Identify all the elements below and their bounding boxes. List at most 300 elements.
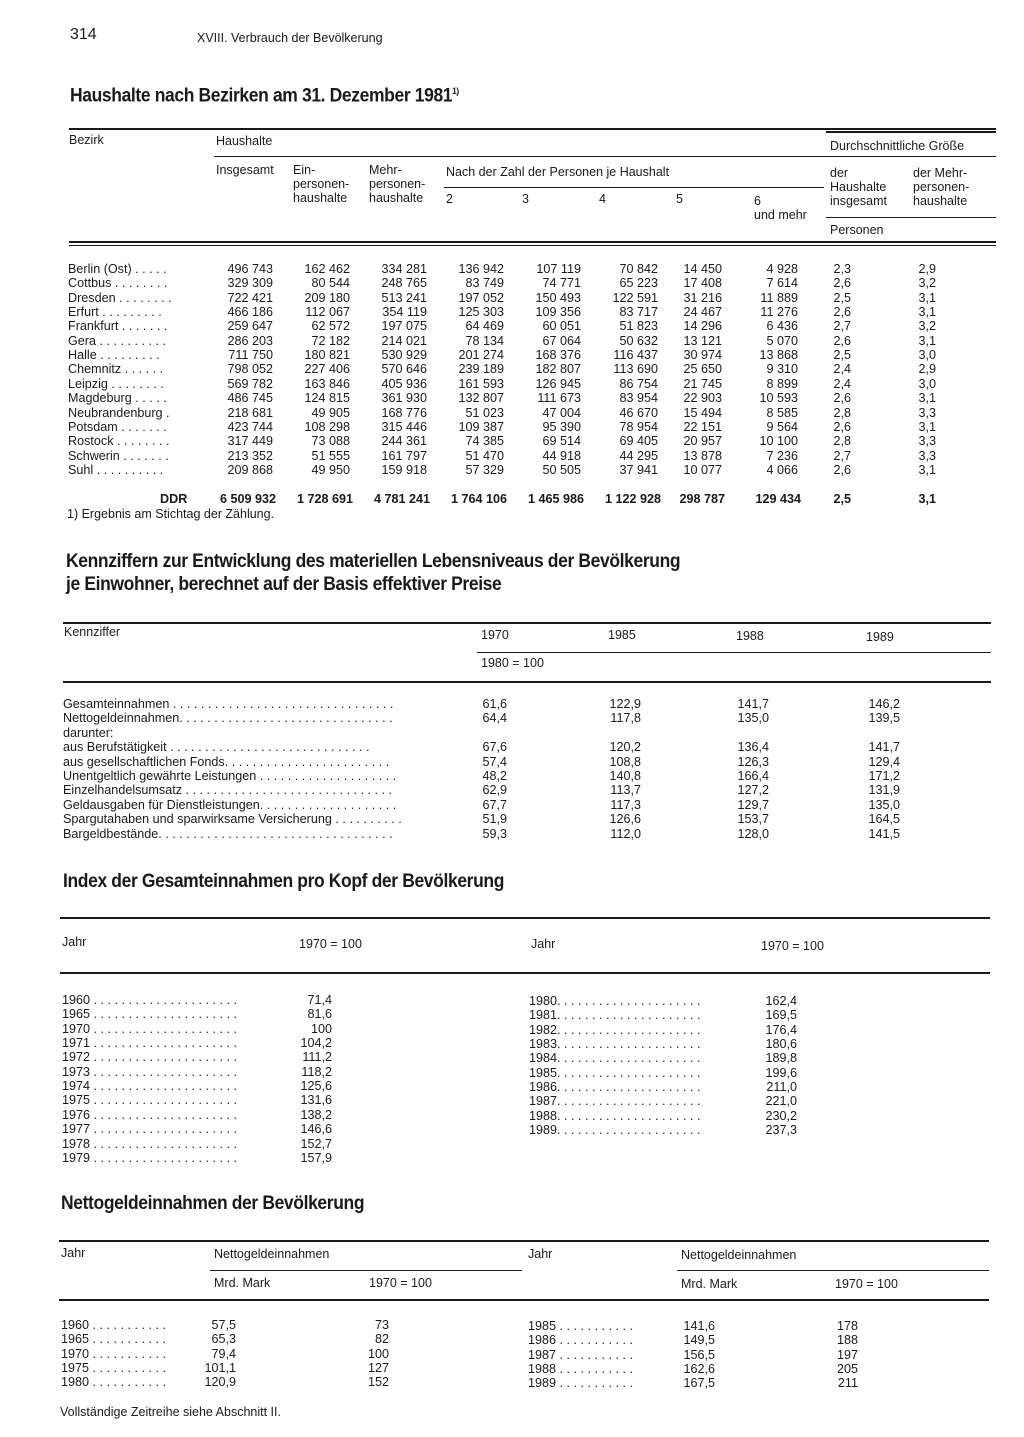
total-einpersonen: 1 728 691 bbox=[296, 492, 353, 506]
cell-mehrpersonen: 405 936 bbox=[381, 376, 427, 391]
cell-insgesamt: 218 681 bbox=[227, 405, 273, 420]
cell-p4: 116 437 bbox=[613, 348, 658, 363]
kennziffer-label: Spargutahaben und sparwirksame Versicherung . . . . . . . . . . bbox=[63, 812, 402, 827]
mrd-value: 167,5 bbox=[683, 1376, 715, 1391]
cell-p3: 95 390 bbox=[542, 419, 581, 434]
mrd-value: 101,1 bbox=[204, 1361, 236, 1376]
table-row bbox=[0, 391, 1024, 405]
total-avg-mehr: 3,1 bbox=[918, 492, 936, 506]
table-row bbox=[0, 812, 1024, 826]
year-label: 1986. . . . . . . . . . . . . . . . . . . . . bbox=[529, 1080, 701, 1095]
year-label: 1984. . . . . . . . . . . . . . . . . . . . . bbox=[529, 1051, 701, 1066]
table1-header-der-mehr-1: der Mehr- bbox=[913, 166, 968, 180]
list-item bbox=[0, 994, 1024, 1008]
cell-einpersonen: 62 572 bbox=[311, 319, 350, 334]
cell-avg-mehr: 3,0 bbox=[918, 348, 936, 363]
table1-header-insgesamt: Insgesamt bbox=[216, 163, 274, 177]
cell-p3: 50 505 bbox=[542, 462, 581, 477]
cell-p2: 201 274 bbox=[458, 348, 504, 363]
kennziffer-label: Gesamteinnahmen . . . . . . . . . . . . . . . . . . . . . . . . . . . . . . . . bbox=[63, 697, 394, 711]
cell-p4: 78 954 bbox=[619, 419, 658, 434]
cell-mehrpersonen: 161 797 bbox=[381, 448, 427, 463]
cell-mehrpersonen: 248 765 bbox=[381, 276, 427, 291]
year-label: 1973 . . . . . . . . . . . . . . . . . . . . . bbox=[62, 1064, 237, 1079]
table1-header-bottom-rule bbox=[69, 241, 996, 243]
kennziffer-label: Geldausgaben für Dienstleistungen. . . . . . . . . . . . . . . . . . . . bbox=[63, 797, 397, 812]
cell-p6: 9 310 bbox=[766, 362, 798, 377]
cell-p5: 24 467 bbox=[683, 305, 722, 320]
cell-avg-hh: 2,6 bbox=[833, 333, 851, 348]
cell-mehrpersonen: 354 119 bbox=[382, 305, 427, 320]
table-row-total bbox=[0, 492, 1024, 506]
index-value: 152 bbox=[367, 1375, 389, 1390]
cell-einpersonen: 108 298 bbox=[304, 419, 350, 434]
cell-p4: 69 405 bbox=[619, 434, 658, 449]
cell-value: 122,9 bbox=[609, 697, 641, 711]
table-row bbox=[0, 740, 1024, 754]
index-value: 104,2 bbox=[300, 1036, 332, 1051]
list-item bbox=[0, 1376, 1024, 1390]
cell-einpersonen: 51 555 bbox=[311, 448, 350, 463]
table1-header-p4: 4 bbox=[599, 192, 606, 206]
cell-value: 140,8 bbox=[609, 769, 641, 783]
table2-header-1970: 1970 bbox=[481, 628, 509, 642]
cell-mehrpersonen: 513 241 bbox=[381, 290, 427, 305]
table1-header-mehr-3: haushalte bbox=[369, 191, 424, 205]
cell-mehrpersonen: 197 075 bbox=[381, 319, 427, 334]
cell-p5: 15 494 bbox=[683, 405, 722, 420]
total-p2: 1 764 106 bbox=[450, 492, 507, 506]
table1-header-p2: 2 bbox=[446, 192, 453, 206]
cell-p3: 60 051 bbox=[542, 319, 581, 334]
cell-avg-hh: 2,7 bbox=[833, 319, 851, 334]
table1-title bbox=[70, 80, 459, 107]
cell-p2: 57 329 bbox=[465, 462, 504, 477]
cell-value: 146,2 bbox=[868, 697, 900, 711]
cell-einpersonen: 124 815 bbox=[304, 391, 350, 406]
cell-einpersonen: 72 182 bbox=[311, 333, 350, 348]
cell-insgesamt: 259 647 bbox=[227, 319, 273, 334]
index-value: 152,7 bbox=[300, 1136, 332, 1151]
table-row bbox=[0, 334, 1024, 348]
table3-header-bottom-rule bbox=[60, 972, 990, 974]
mrd-value: 120,9 bbox=[204, 1375, 236, 1390]
cell-avg-hh: 2,6 bbox=[833, 419, 851, 434]
table1-title-footnote-mark: 1) bbox=[452, 86, 459, 96]
table4-title: Nettogeldeinnahmen der Bevölkerung bbox=[61, 1193, 365, 1214]
cell-value: 135,0 bbox=[737, 711, 769, 726]
cell-p2: 64 469 bbox=[465, 319, 504, 334]
cell-p2: 125 303 bbox=[458, 305, 504, 320]
year-label: 1965 . . . . . . . . . . . . . . . . . . . . . bbox=[62, 1007, 237, 1022]
table1-header-personen: Personen bbox=[830, 223, 884, 237]
list-item bbox=[0, 1051, 1024, 1065]
table1-footnote: 1) Ergebnis am Stichtag der Zählung. bbox=[67, 507, 275, 521]
year-label: 1985 . . . . . . . . . . . bbox=[528, 1319, 633, 1333]
page-number: 314 bbox=[70, 26, 97, 43]
cell-p2: 83 749 bbox=[465, 276, 504, 291]
year-label: 1987. . . . . . . . . . . . . . . . . . . . . bbox=[529, 1094, 701, 1109]
list-item bbox=[0, 1008, 1024, 1022]
cell-insgesamt: 317 449 bbox=[227, 434, 273, 449]
cell-insgesamt: 711 750 bbox=[228, 348, 273, 363]
index-value: 211,0 bbox=[766, 1080, 797, 1095]
table-row bbox=[0, 755, 1024, 769]
mrd-value: 156,5 bbox=[683, 1347, 715, 1362]
cell-value: 141,7 bbox=[868, 740, 900, 755]
year-label: 1986 . . . . . . . . . . . bbox=[528, 1333, 633, 1348]
index-value: 100 bbox=[367, 1346, 389, 1361]
cell-value: 51,9 bbox=[482, 812, 507, 827]
cell-p5: 30 974 bbox=[683, 348, 722, 363]
table-row bbox=[0, 291, 1024, 305]
year-label: 1978 . . . . . . . . . . . . . . . . . . . . . bbox=[62, 1136, 237, 1151]
table3-header-base-left: 1970 = 100 bbox=[299, 937, 362, 951]
table1-header-mehr-1: Mehr- bbox=[369, 163, 402, 177]
index-value: 180,6 bbox=[765, 1037, 797, 1052]
table1-title-text: Haushalte nach Bezirken am 31. Dezember 1981 bbox=[70, 85, 453, 107]
table1-header-ein-3: haushalte bbox=[293, 191, 348, 205]
cell-p2: 74 385 bbox=[465, 434, 504, 449]
cell-avg-hh: 2,6 bbox=[833, 276, 851, 291]
cell-mehrpersonen: 315 446 bbox=[381, 419, 427, 434]
cell-value: 129,4 bbox=[868, 754, 900, 769]
bezirk-name: Erfurt . . . . . . . . . bbox=[68, 305, 162, 320]
index-value: 157,9 bbox=[300, 1150, 332, 1165]
cell-p6: 4 928 bbox=[766, 262, 798, 276]
cell-value: 61,6 bbox=[482, 697, 507, 711]
cell-avg-hh: 2,4 bbox=[833, 362, 851, 377]
table2-title-line1: Kennziffern zur Entwicklung des materiellen Lebensniveaus der Bevölkerung bbox=[66, 551, 681, 572]
cell-p4: 83 954 bbox=[619, 391, 658, 406]
cell-p4: 44 295 bbox=[619, 448, 658, 463]
index-value: 127 bbox=[367, 1361, 389, 1376]
year-label: 1970 . . . . . . . . . . . bbox=[61, 1346, 166, 1361]
bezirk-name: Berlin (Ost) . . . . . bbox=[68, 262, 167, 276]
cell-value: 131,9 bbox=[868, 783, 900, 798]
cell-p6: 7 614 bbox=[766, 276, 798, 291]
table1-header-p6-und-mehr: und mehr bbox=[754, 208, 807, 222]
cell-value: 112,0 bbox=[610, 826, 641, 841]
cell-avg-mehr: 3,3 bbox=[918, 405, 936, 420]
cell-value: 126,6 bbox=[609, 812, 641, 827]
cell-p3: 74 771 bbox=[542, 276, 581, 291]
table-row bbox=[0, 377, 1024, 391]
cell-p5: 20 957 bbox=[683, 434, 722, 449]
year-label: 1983. . . . . . . . . . . . . . . . . . . . . bbox=[529, 1037, 701, 1052]
table1-header-bottom-rule-2 bbox=[69, 245, 996, 246]
cell-mehrpersonen: 570 646 bbox=[381, 362, 427, 377]
table1-header-ein-1: Ein- bbox=[293, 163, 316, 177]
cell-value: 126,3 bbox=[737, 754, 769, 769]
cell-avg-hh: 2,6 bbox=[833, 462, 851, 477]
cell-p4: 86 754 bbox=[619, 376, 658, 391]
index-value: 211 bbox=[837, 1376, 858, 1391]
cell-p5: 13 121 bbox=[683, 333, 722, 348]
year-label: 1975 . . . . . . . . . . . bbox=[61, 1361, 166, 1376]
cell-insgesamt: 466 186 bbox=[227, 305, 273, 320]
table4-header-mrd-right: Mrd. Mark bbox=[681, 1277, 738, 1291]
table1-header-p6: 6 bbox=[754, 194, 761, 208]
cell-value: 113,7 bbox=[610, 783, 641, 798]
cell-avg-mehr: 2,9 bbox=[918, 262, 936, 276]
mrd-value: 57,5 bbox=[211, 1318, 236, 1332]
index-value: 82 bbox=[374, 1332, 389, 1347]
index-value: 221,0 bbox=[765, 1094, 797, 1109]
table1-header-der-mehr-3: haushalte bbox=[913, 194, 968, 208]
cell-p6: 4 066 bbox=[766, 462, 798, 477]
bezirk-name: Neubrandenburg . bbox=[68, 405, 170, 420]
table2-top-rule bbox=[63, 622, 991, 624]
list-item bbox=[0, 1333, 1024, 1347]
total-avg-hh: 2,5 bbox=[833, 492, 851, 506]
bezirk-name: Suhl . . . . . . . . . . bbox=[68, 462, 164, 477]
year-label: 1985. . . . . . . . . . . . . . . . . . . . . bbox=[529, 1065, 701, 1080]
table4-header-jahr-right: Jahr bbox=[528, 1247, 553, 1261]
table-row bbox=[0, 798, 1024, 812]
table-row bbox=[0, 434, 1024, 448]
cell-einpersonen: 163 846 bbox=[304, 376, 350, 391]
cell-value: 67,6 bbox=[482, 740, 507, 755]
table4-footer-note: Vollständige Zeitreihe siehe Abschnitt II. bbox=[60, 1405, 281, 1419]
table1-header-ein-2: personen- bbox=[293, 177, 350, 191]
index-value: 205 bbox=[836, 1362, 858, 1377]
table1-rule-persons bbox=[444, 187, 824, 188]
index-value: 118,2 bbox=[301, 1064, 332, 1079]
cell-p6: 10 100 bbox=[759, 434, 798, 449]
cell-mehrpersonen: 214 021 bbox=[381, 333, 427, 348]
year-label: 1965 . . . . . . . . . . . bbox=[61, 1332, 166, 1347]
cell-p6: 11 276 bbox=[760, 305, 798, 320]
cell-einpersonen: 162 462 bbox=[304, 262, 350, 276]
total-p3: 1 465 986 bbox=[527, 492, 584, 506]
index-value: 197 bbox=[836, 1347, 858, 1362]
table-row bbox=[0, 362, 1024, 376]
bezirk-name: Halle . . . . . . . . . bbox=[68, 348, 160, 363]
table1-rule-personen bbox=[826, 217, 996, 218]
year-label: 1988. . . . . . . . . . . . . . . . . . . . . bbox=[529, 1108, 701, 1123]
table-row bbox=[0, 726, 1024, 740]
bezirk-name: Magdeburg . . . . . bbox=[68, 391, 167, 406]
cell-p2: 51 470 bbox=[465, 448, 504, 463]
table1-rule-haushalte bbox=[214, 156, 996, 157]
cell-value: 164,5 bbox=[868, 812, 900, 827]
cell-avg-mehr: 3,1 bbox=[918, 391, 936, 406]
year-label: 1976 . . . . . . . . . . . . . . . . . . . . . bbox=[62, 1107, 237, 1122]
table1-header-nach-zahl: Nach der Zahl der Personen je Haushalt bbox=[446, 165, 670, 179]
index-value: 100 bbox=[310, 1021, 332, 1036]
index-value: 169,5 bbox=[765, 1008, 797, 1023]
table1-header-der-hh-2: Haushalte bbox=[830, 180, 887, 194]
table4-rule-left bbox=[210, 1270, 522, 1271]
list-item bbox=[0, 1066, 1024, 1080]
list-item bbox=[0, 1094, 1024, 1108]
list-item bbox=[0, 1137, 1024, 1151]
cell-insgesamt: 496 743 bbox=[227, 262, 273, 276]
cell-einpersonen: 112 067 bbox=[305, 305, 350, 320]
cell-avg-mehr: 3,0 bbox=[918, 376, 936, 391]
cell-p3: 150 493 bbox=[535, 290, 581, 305]
cell-value: 64,4 bbox=[482, 711, 507, 726]
cell-p2: 132 807 bbox=[458, 391, 504, 406]
table3-top-rule bbox=[60, 917, 990, 919]
cell-p4: 83 717 bbox=[619, 305, 658, 320]
table1-top-rule-right bbox=[826, 131, 996, 133]
index-value: 138,2 bbox=[300, 1107, 332, 1122]
year-label: 1988 . . . . . . . . . . . bbox=[528, 1362, 633, 1377]
total-label: DDR bbox=[160, 492, 188, 506]
index-value: 188 bbox=[836, 1333, 858, 1348]
table-row bbox=[0, 305, 1024, 319]
total-p4: 1 122 928 bbox=[604, 492, 661, 506]
cell-p3: 182 807 bbox=[535, 362, 581, 377]
cell-value: 59,3 bbox=[482, 826, 507, 841]
kennziffer-label: darunter: bbox=[63, 725, 114, 740]
table1-header-p3: 3 bbox=[522, 192, 529, 206]
table2-header-1988: 1988 bbox=[736, 629, 764, 643]
cell-value: 139,5 bbox=[868, 711, 900, 726]
cell-p2: 161 593 bbox=[458, 376, 504, 391]
mrd-value: 79,4 bbox=[211, 1346, 236, 1361]
year-label: 1975 . . . . . . . . . . . . . . . . . . . . . bbox=[62, 1093, 237, 1108]
table4-header-mrd-left: Mrd. Mark bbox=[214, 1276, 271, 1290]
table2-header-1985: 1985 bbox=[608, 628, 636, 642]
kennziffer-label: aus gesellschaftlichen Fonds. . . . . . . . . . . . . . . . . . . . . . . . bbox=[63, 754, 390, 769]
table-row bbox=[0, 276, 1024, 290]
running-head: XVIII. Verbrauch der Bevölkerung bbox=[197, 31, 383, 45]
total-insgesamt: 6 509 932 bbox=[219, 492, 276, 506]
index-value: 73 bbox=[374, 1318, 389, 1332]
cell-insgesamt: 486 745 bbox=[227, 391, 273, 406]
cell-einpersonen: 227 406 bbox=[304, 362, 350, 377]
index-value: 178 bbox=[836, 1319, 858, 1333]
bezirk-name: Gera . . . . . . . . . . bbox=[68, 333, 166, 348]
cell-avg-mehr: 3,1 bbox=[918, 333, 936, 348]
index-value: 199,6 bbox=[765, 1065, 797, 1080]
cell-p4: 70 842 bbox=[619, 262, 658, 276]
cell-p5: 10 077 bbox=[683, 462, 722, 477]
cell-value: 128,0 bbox=[737, 826, 769, 841]
table1-top-rule bbox=[69, 128, 996, 130]
cell-avg-mehr: 3,2 bbox=[918, 276, 936, 291]
cell-p4: 65 223 bbox=[619, 276, 658, 291]
cell-insgesamt: 569 782 bbox=[227, 376, 273, 391]
year-label: 1977 . . . . . . . . . . . . . . . . . . . . . bbox=[62, 1122, 237, 1137]
cell-p6: 7 236 bbox=[766, 448, 798, 463]
table4-header-jahr-left: Jahr bbox=[61, 1246, 86, 1260]
cell-einpersonen: 49 905 bbox=[311, 405, 350, 420]
cell-p5: 14 296 bbox=[683, 319, 722, 334]
cell-p3: 44 918 bbox=[542, 448, 581, 463]
cell-avg-hh: 2,5 bbox=[833, 290, 851, 305]
cell-p6: 5 070 bbox=[766, 333, 798, 348]
table4-header-netto-right: Nettogeldeinnahmen bbox=[681, 1248, 797, 1262]
cell-p5: 31 216 bbox=[683, 290, 722, 305]
cell-p2: 136 942 bbox=[458, 262, 504, 276]
cell-avg-mehr: 3,3 bbox=[918, 448, 936, 463]
cell-p4: 122 591 bbox=[612, 290, 658, 305]
bezirk-name: Frankfurt . . . . . . . bbox=[68, 319, 168, 334]
mrd-value: 162,6 bbox=[683, 1362, 715, 1377]
table-row bbox=[0, 711, 1024, 725]
cell-p4: 113 690 bbox=[613, 362, 658, 377]
table4-top-rule bbox=[59, 1240, 989, 1242]
list-item bbox=[0, 1037, 1024, 1051]
cell-avg-mehr: 3,2 bbox=[918, 319, 936, 334]
cell-p6: 11 889 bbox=[760, 290, 798, 305]
year-label: 1980. . . . . . . . . . . . . . . . . . . . . bbox=[529, 994, 701, 1008]
list-item bbox=[0, 1151, 1024, 1165]
mrd-value: 141,6 bbox=[683, 1319, 715, 1333]
cell-insgesamt: 286 203 bbox=[227, 333, 273, 348]
cell-value: 67,7 bbox=[482, 797, 507, 812]
table-row bbox=[0, 449, 1024, 463]
year-label: 1989. . . . . . . . . . . . . . . . . . . . . bbox=[529, 1123, 701, 1138]
list-item bbox=[0, 1319, 1024, 1333]
cell-p4: 51 823 bbox=[619, 319, 658, 334]
cell-avg-mehr: 3,3 bbox=[918, 434, 936, 449]
index-value: 162,4 bbox=[765, 994, 797, 1008]
cell-p5: 25 650 bbox=[683, 362, 722, 377]
year-label: 1970 . . . . . . . . . . . . . . . . . . . . . bbox=[62, 1021, 237, 1036]
year-label: 1971 . . . . . . . . . . . . . . . . . . . . . bbox=[62, 1036, 237, 1051]
cell-value: 57,4 bbox=[482, 754, 507, 769]
table-row bbox=[0, 348, 1024, 362]
cell-p5: 22 903 bbox=[683, 391, 722, 406]
cell-insgesamt: 209 868 bbox=[227, 462, 273, 477]
bezirk-name: Cottbus . . . . . . . . bbox=[68, 276, 168, 291]
cell-p3: 47 004 bbox=[542, 405, 581, 420]
cell-p3: 168 376 bbox=[535, 348, 581, 363]
cell-p6: 10 593 bbox=[759, 391, 798, 406]
cell-p3: 67 064 bbox=[542, 333, 581, 348]
cell-einpersonen: 180 821 bbox=[304, 348, 350, 363]
total-p5: 298 787 bbox=[679, 492, 725, 506]
index-value: 189,8 bbox=[765, 1051, 797, 1066]
table4-header-bottom-rule bbox=[59, 1299, 989, 1301]
cell-value: 153,7 bbox=[737, 812, 769, 827]
cell-p6: 9 564 bbox=[766, 419, 798, 434]
cell-insgesamt: 329 309 bbox=[227, 276, 273, 291]
index-value: 81,6 bbox=[307, 1007, 332, 1022]
cell-mehrpersonen: 168 776 bbox=[381, 405, 427, 420]
year-label: 1989 . . . . . . . . . . . bbox=[528, 1376, 633, 1391]
cell-p3: 69 514 bbox=[542, 434, 581, 449]
table1-header-haushalte: Haushalte bbox=[216, 134, 273, 148]
table-row bbox=[0, 319, 1024, 333]
index-value: 71,4 bbox=[307, 993, 332, 1007]
cell-p3: 109 356 bbox=[535, 305, 581, 320]
year-label: 1980 . . . . . . . . . . . bbox=[61, 1375, 166, 1390]
cell-value: 171,2 bbox=[868, 769, 900, 783]
year-label: 1979 . . . . . . . . . . . . . . . . . . . . . bbox=[62, 1150, 237, 1165]
mrd-value: 65,3 bbox=[211, 1332, 236, 1347]
cell-value: 117,8 bbox=[610, 711, 641, 726]
cell-avg-hh: 2,6 bbox=[833, 391, 851, 406]
cell-p4: 50 632 bbox=[619, 333, 658, 348]
cell-p3: 107 119 bbox=[536, 262, 581, 276]
cell-p5: 21 745 bbox=[683, 376, 722, 391]
table4-header-netto-left: Nettogeldeinnahmen bbox=[214, 1247, 330, 1261]
index-value: 146,6 bbox=[300, 1122, 332, 1137]
cell-p6: 6 436 bbox=[766, 319, 798, 334]
cell-value: 141,5 bbox=[868, 826, 900, 841]
index-value: 230,2 bbox=[765, 1108, 797, 1123]
table1-header-bezirk: Bezirk bbox=[69, 133, 104, 147]
table1-header-der-mehr-2: personen- bbox=[913, 180, 970, 194]
year-label: 1974 . . . . . . . . . . . . . . . . . . . . . bbox=[62, 1079, 237, 1094]
bezirk-name: Dresden . . . . . . . . bbox=[68, 290, 172, 305]
